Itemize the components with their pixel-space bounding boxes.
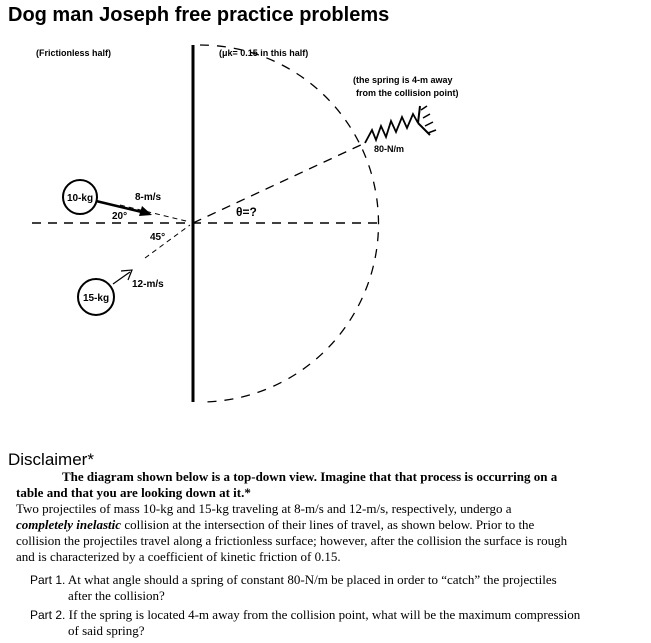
theta-label: θ=? xyxy=(236,205,257,219)
spring-icon xyxy=(365,106,436,143)
path-line-10kg xyxy=(120,205,190,222)
problem-line-2 xyxy=(16,517,534,532)
spring-direction-line xyxy=(193,143,365,223)
problem-line-4: and is characterized by a coefficient of kinetic friction of 0.15. xyxy=(16,549,341,564)
angle-45-label: 45° xyxy=(150,232,166,243)
page-title: Dog man Joseph free practice problems xyxy=(8,4,390,26)
velocity-arrow-15kg xyxy=(113,272,130,284)
velocity-10kg-label: 8-m/s xyxy=(135,192,162,203)
mass-10kg-label: 10-kg xyxy=(66,193,94,204)
disclaimer-heading: Disclaimer* xyxy=(8,450,94,469)
spring-constant-label: 80-N/m xyxy=(374,144,405,154)
angle-20-label: 20° xyxy=(112,211,128,222)
part-2-label: Part 2. xyxy=(30,608,66,622)
part-1 xyxy=(30,572,557,588)
disclaimer-bold-line-1: The diagram shown below is a top-down view. Imagine that that process is occurring on a xyxy=(62,469,558,484)
disclaimer-bold-line-2: table and that you are looking down at it.* xyxy=(16,485,251,500)
frictionless-label: (Frictionless half) xyxy=(36,48,112,58)
part-1-line-1: At what angle should a spring of constant 80-N/m be placed in order to “catch” the projectiles xyxy=(67,572,557,587)
spring-distance-note-1: (the spring is 4-m away xyxy=(353,75,453,85)
problem-line-2-rest: collision at the intersection of their lines of travel, as shown below. Prior to the xyxy=(121,517,535,532)
part-1-line-2: after the collision? xyxy=(68,588,165,603)
part-2-line-1: If the spring is located 4-m away from the collision point, what will be the maximum compression xyxy=(68,607,581,622)
part-2-line-2: of said spring? xyxy=(68,623,145,638)
part-1-label: Part 1. xyxy=(30,573,66,587)
arrowhead-10kg xyxy=(139,206,152,216)
problem-line-3: collision the projectiles travel along a frictionless surface; however, after the collision the surface is rough xyxy=(16,533,568,548)
friction-coefficient-label: (μk= 0.15 in this half) xyxy=(219,48,309,58)
spring-distance-note-2: from the collision point) xyxy=(356,88,459,98)
mass-15kg-label: 15-kg xyxy=(82,293,110,304)
velocity-15kg-label: 12-m/s xyxy=(132,279,164,290)
part-2 xyxy=(30,607,580,623)
inelastic-emphasis: completely inelastic xyxy=(16,517,122,532)
problem-line-1: Two projectiles of mass 10-kg and 15-kg traveling at 8-m/s and 12-m/s, respectively, undergo a xyxy=(16,501,512,516)
